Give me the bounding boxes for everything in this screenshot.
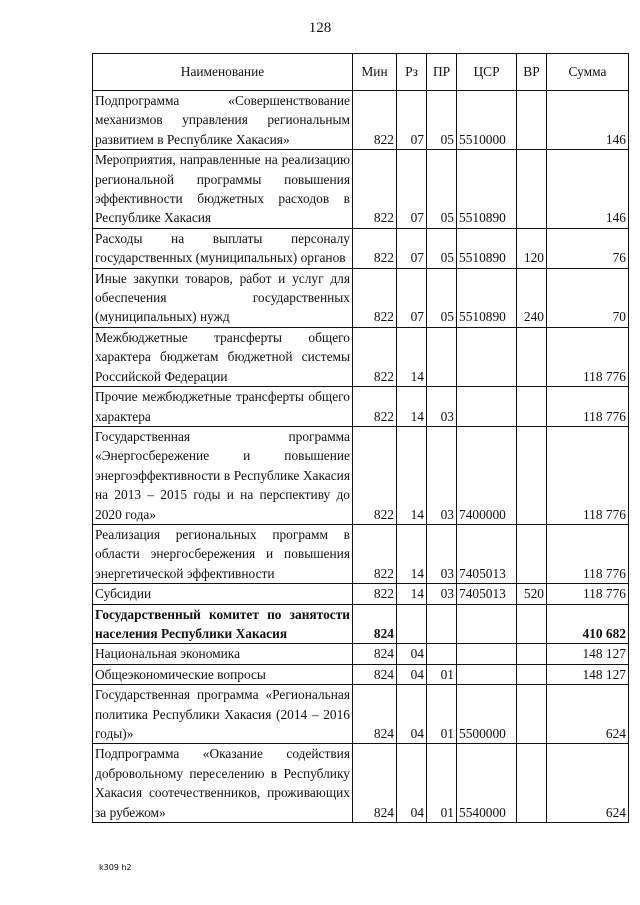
cell-min: 822 bbox=[353, 387, 397, 427]
cell-csr: 5510890 bbox=[457, 228, 517, 268]
cell-csr: 5500000 bbox=[457, 685, 517, 744]
footer-code: k309 h2 bbox=[99, 863, 132, 872]
cell-sum: 118 776 bbox=[547, 387, 629, 427]
cell-csr bbox=[457, 604, 517, 644]
table-row bbox=[93, 228, 629, 268]
cell-min: 822 bbox=[353, 327, 397, 386]
cell-name: Государственная программа «Энергосбережение и повышение энергоэффективности в Республике Хакасия на 2013 – 2015 годы и на перспективу до 2020 года» bbox=[93, 426, 353, 524]
cell-vr: 120 bbox=[517, 228, 547, 268]
cell-vr bbox=[517, 150, 547, 229]
cell-rz bbox=[397, 604, 427, 644]
header-rz: Рз bbox=[397, 54, 427, 91]
cell-pr: 01 bbox=[427, 664, 457, 684]
cell-vr: 240 bbox=[517, 268, 547, 327]
cell-name: Подпрограмма «Оказание содействия добровольному переселению в Республику Хакасия соотечественников, проживающих за рубежом» bbox=[93, 744, 353, 823]
cell-rz: 14 bbox=[397, 387, 427, 427]
cell-name: Подпрограмма «Совершенствование механизмов управления региональным развитием в Республике Хакасия» bbox=[93, 91, 353, 150]
header-sum: Сумма bbox=[547, 54, 629, 91]
cell-min: 822 bbox=[353, 524, 397, 583]
cell-rz: 07 bbox=[397, 91, 427, 150]
cell-name: Государственный комитет по занятости населения Республики Хакасия bbox=[93, 604, 353, 644]
cell-csr bbox=[457, 327, 517, 386]
cell-csr: 5510890 bbox=[457, 150, 517, 229]
cell-vr bbox=[517, 664, 547, 684]
cell-vr bbox=[517, 604, 547, 644]
cell-min: 824 bbox=[353, 664, 397, 684]
cell-sum: 410 682 bbox=[547, 604, 629, 644]
cell-name: Расходы на выплаты персоналу государственных (муниципальных) органов bbox=[93, 228, 353, 268]
cell-csr: 7400000 bbox=[457, 426, 517, 524]
cell-sum: 624 bbox=[547, 744, 629, 823]
table-row bbox=[93, 327, 629, 386]
cell-vr bbox=[517, 685, 547, 744]
table-row bbox=[93, 426, 629, 524]
cell-name: Государственная программа «Региональная политика Республики Хакасия (2014 – 2016 годы)» bbox=[93, 685, 353, 744]
cell-pr bbox=[427, 327, 457, 386]
table-row bbox=[93, 150, 629, 229]
cell-sum: 118 776 bbox=[547, 327, 629, 386]
cell-csr bbox=[457, 387, 517, 427]
cell-pr: 05 bbox=[427, 228, 457, 268]
cell-sum: 118 776 bbox=[547, 524, 629, 583]
cell-sum: 148 127 bbox=[547, 644, 629, 664]
cell-rz: 14 bbox=[397, 426, 427, 524]
header-min: Мин bbox=[353, 54, 397, 91]
header-pr: ПР bbox=[427, 54, 457, 91]
cell-name: Прочие межбюджетные трансферты общего характера bbox=[93, 387, 353, 427]
cell-rz: 14 bbox=[397, 524, 427, 583]
cell-pr: 03 bbox=[427, 387, 457, 427]
cell-sum: 118 776 bbox=[547, 584, 629, 604]
cell-pr: 03 bbox=[427, 524, 457, 583]
cell-min: 822 bbox=[353, 584, 397, 604]
table-row bbox=[93, 524, 629, 583]
cell-sum: 118 776 bbox=[547, 426, 629, 524]
cell-name: Общеэкономические вопросы bbox=[93, 664, 353, 684]
cell-min: 822 bbox=[353, 268, 397, 327]
cell-rz: 04 bbox=[397, 644, 427, 664]
table-row bbox=[93, 744, 629, 823]
cell-csr bbox=[457, 644, 517, 664]
table-row bbox=[93, 664, 629, 684]
cell-name: Иные закупки товаров, работ и услуг для обеспечения государственных (муниципальных) нужд bbox=[93, 268, 353, 327]
cell-pr: 05 bbox=[427, 150, 457, 229]
cell-vr bbox=[517, 744, 547, 823]
cell-csr: 7405013 bbox=[457, 584, 517, 604]
cell-rz: 04 bbox=[397, 664, 427, 684]
page-number: 128 bbox=[308, 20, 332, 36]
cell-name: Национальная экономика bbox=[93, 644, 353, 664]
table-row bbox=[93, 644, 629, 664]
table-header-row bbox=[93, 54, 629, 91]
cell-min: 824 bbox=[353, 644, 397, 664]
cell-pr: 03 bbox=[427, 426, 457, 524]
cell-min: 822 bbox=[353, 91, 397, 150]
header-vr: ВР bbox=[517, 54, 547, 91]
cell-sum: 146 bbox=[547, 150, 629, 229]
cell-pr: 05 bbox=[427, 268, 457, 327]
cell-pr: 01 bbox=[427, 685, 457, 744]
header-name: Наименование bbox=[93, 54, 353, 91]
table-row bbox=[93, 685, 629, 744]
cell-pr bbox=[427, 644, 457, 664]
cell-csr bbox=[457, 664, 517, 684]
cell-pr: 05 bbox=[427, 91, 457, 150]
cell-vr: 520 bbox=[517, 584, 547, 604]
cell-name: Межбюджетные трансферты общего характера бюджетам бюджетной системы Российской Федерации bbox=[93, 327, 353, 386]
budget-table bbox=[92, 53, 629, 823]
cell-rz: 07 bbox=[397, 150, 427, 229]
cell-vr bbox=[517, 327, 547, 386]
cell-rz: 14 bbox=[397, 584, 427, 604]
cell-rz: 07 bbox=[397, 268, 427, 327]
cell-min: 824 bbox=[353, 685, 397, 744]
cell-pr bbox=[427, 604, 457, 644]
header-csr: ЦСР bbox=[457, 54, 517, 91]
cell-csr: 5510000 bbox=[457, 91, 517, 150]
table-row bbox=[93, 91, 629, 150]
cell-rz: 04 bbox=[397, 685, 427, 744]
cell-rz: 14 bbox=[397, 327, 427, 386]
table-row bbox=[93, 584, 629, 604]
cell-min: 824 bbox=[353, 604, 397, 644]
cell-min: 822 bbox=[353, 228, 397, 268]
cell-min: 822 bbox=[353, 150, 397, 229]
cell-pr: 03 bbox=[427, 584, 457, 604]
cell-sum: 624 bbox=[547, 685, 629, 744]
cell-sum: 146 bbox=[547, 91, 629, 150]
table-row bbox=[93, 604, 629, 644]
table-row bbox=[93, 268, 629, 327]
table-body bbox=[93, 91, 629, 823]
cell-name: Субсидии bbox=[93, 584, 353, 604]
table-row bbox=[93, 387, 629, 427]
cell-name: Реализация региональных программ в области энергосбережения и повышения энергетической эффективности bbox=[93, 524, 353, 583]
cell-vr bbox=[517, 387, 547, 427]
cell-vr bbox=[517, 91, 547, 150]
cell-min: 824 bbox=[353, 744, 397, 823]
cell-csr: 5510890 bbox=[457, 268, 517, 327]
cell-vr bbox=[517, 426, 547, 524]
cell-min: 822 bbox=[353, 426, 397, 524]
cell-sum: 148 127 bbox=[547, 664, 629, 684]
cell-vr bbox=[517, 644, 547, 664]
cell-csr: 7405013 bbox=[457, 524, 517, 583]
cell-pr: 01 bbox=[427, 744, 457, 823]
cell-csr: 5540000 bbox=[457, 744, 517, 823]
cell-rz: 04 bbox=[397, 744, 427, 823]
cell-rz: 07 bbox=[397, 228, 427, 268]
cell-sum: 70 bbox=[547, 268, 629, 327]
cell-sum: 76 bbox=[547, 228, 629, 268]
cell-vr bbox=[517, 524, 547, 583]
cell-name: Мероприятия, направленные на реализацию региональной программы повышения эффективности бюджетных расходов в Республике Хакасия bbox=[93, 150, 353, 229]
